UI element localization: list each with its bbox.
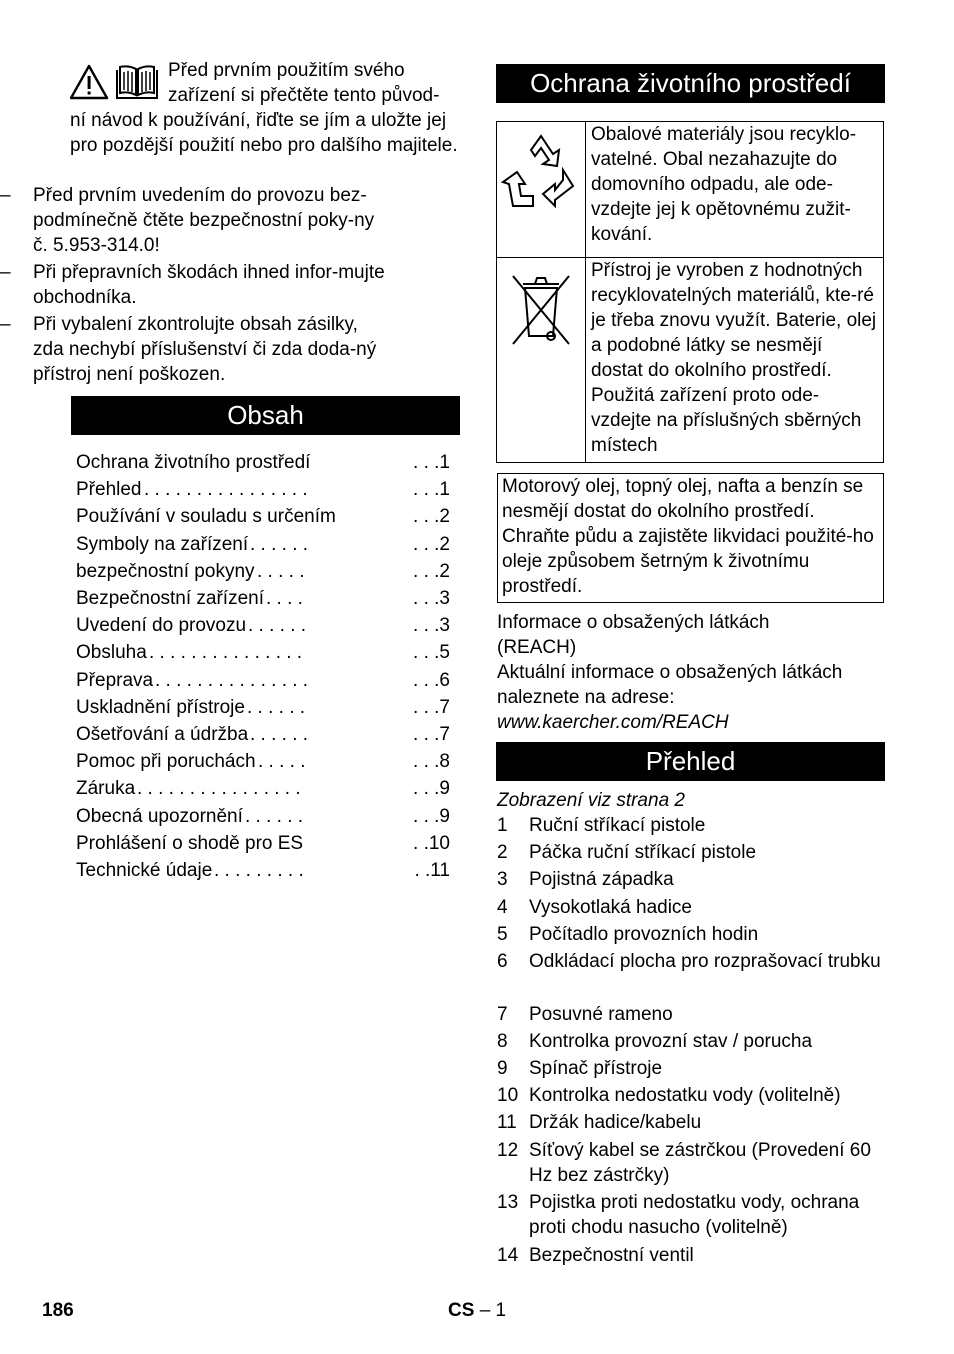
language-code: CS [448, 1300, 475, 1321]
footer-dash: – [479, 1300, 491, 1321]
bullet-text: Při vybalení zkontrolujte obsah zásilky, zda nechybí příslušenství či zda doda-ný přístroj není poškozen. [33, 314, 377, 385]
item-number: 9 [497, 1057, 508, 1079]
page-number: 186 [42, 1300, 74, 1321]
toc-title: bezpečnostní pokyny [76, 560, 255, 582]
toc-leader: . . . . [266, 588, 303, 609]
toc-title: Bezpečnostní zařízení [76, 588, 264, 609]
item-text: Posuvné rameno [529, 1003, 673, 1025]
section-page: 1 [495, 1300, 507, 1321]
item-text: Pojistná západka [529, 869, 674, 891]
toc-row[interactable] [76, 477, 454, 504]
toc-title: Používání v souladu s určením [76, 506, 336, 528]
reach-line: (REACH) [497, 637, 577, 658]
item-number: 11 [497, 1112, 517, 1134]
item-number: 1 [497, 815, 508, 836]
recycle-text: Obalové materiály jsou recyklo-vatelné. Obal nezahazujte do domovního odpadu, ale ode-vzdejte jej k opětovnému zužit-kování. [586, 122, 884, 258]
item-number: 7 [497, 1003, 508, 1025]
toc-title: Ošetřování a údržba [76, 724, 249, 745]
toc-title: Symboly na zařízení [76, 533, 249, 555]
toc-page: . . .3 [413, 588, 450, 609]
toc-title: Záruka [76, 778, 136, 800]
toc-leader: . . . . . . [245, 805, 304, 827]
item-number: 5 [497, 923, 508, 945]
reach-line: Aktuální informace o obsažených látkách [497, 662, 843, 683]
item-text: Spínač přístroje [529, 1057, 663, 1079]
bullet-dash: – [0, 314, 11, 335]
item-number: 4 [497, 896, 508, 918]
bullet-text: Při přepravních škodách ihned infor-mujte obchodníka. [33, 262, 385, 308]
toc-row[interactable] [76, 668, 454, 695]
toc-page: . . .7 [413, 724, 450, 745]
toc-leader: . . . . . . . . . . . . . . . . [137, 778, 301, 800]
toc-leader: . . . . . . [250, 533, 309, 555]
toc-row[interactable] [76, 532, 454, 559]
toc-page: . . .9 [413, 805, 450, 827]
toc-row[interactable] [76, 450, 454, 477]
toc-page: . . .3 [413, 615, 450, 637]
toc-row[interactable] [76, 695, 454, 722]
toc-leader: . . . . . . . . . [214, 860, 304, 881]
toc-row[interactable] [76, 613, 454, 640]
overview-subtitle: Zobrazení viz strana 2 [497, 790, 685, 811]
toc-leader: . . . . . . [250, 724, 309, 745]
manual-book-icon [117, 66, 157, 98]
intro-line-2: zařízení si přečtěte tento původ- [168, 85, 440, 106]
item-number: 14 [497, 1244, 519, 1266]
toc-title: Ochrana životního prostředí [76, 452, 311, 473]
toc-leader: . . . . . . . . . . . . . . . . [144, 479, 308, 501]
item-text: Vysokotlaká hadice [529, 896, 693, 918]
bullet-text: Před prvním uvedením do provozu bez-podmínečně čtěte bezpečnostní poky-ny č. 5.953-314.0! [33, 185, 375, 256]
environment-table [496, 121, 884, 463]
toc-title: Uvedení do provozu [76, 615, 247, 637]
toc-leader: . . . . . . [248, 615, 307, 637]
recycle-icon [497, 122, 585, 250]
toc-page: . . .2 [413, 506, 450, 528]
intro-line-1: Před prvním použitím svého [168, 60, 405, 81]
item-number: 13 [497, 1192, 519, 1213]
toc-page: . . .2 [413, 560, 450, 582]
toc-row[interactable] [76, 586, 454, 613]
item-text: Pojistka proti nedostatku vody, ochrana proti chodu nasucho (volitelně) [529, 1192, 860, 1238]
item-text: Síťový kabel se zástrčkou (Provedení 60 Hz bez zástrčky) [529, 1139, 871, 1186]
toc-title: Obecná upozornění [76, 805, 243, 827]
oil-notice: Motorový olej, topný olej, nafta a benzín se nesmějí dostat do okolního prostředí. Chraňte půdu a zajistěte likvidaci použité-ho oleje způsobem šetrným k životnímu prostředí. [497, 473, 884, 603]
bullet-dash: – [0, 185, 11, 206]
toc-page: . . .9 [413, 778, 450, 800]
contents-heading: Obsah [71, 396, 460, 435]
footer-language [448, 1298, 506, 1323]
item-text: Držák hadice/kabelu [529, 1112, 702, 1134]
toc-leader: . . . . . . [247, 696, 306, 718]
toc-row[interactable] [76, 804, 454, 831]
toc-title: Pomoc při poruchách [76, 751, 256, 773]
item-text: Počítadlo provozních hodin [529, 923, 759, 945]
overview-heading: Přehled [496, 742, 885, 781]
toc-row[interactable] [76, 559, 454, 586]
reach-line: Informace o obsažených látkách [497, 612, 770, 633]
intro-text: ní návod k používání, řiďte se jím a uložte jej pro pozdější použití nebo pro dalšího majitele. [70, 110, 458, 156]
reach-info [497, 610, 887, 735]
toc-title: Obsluha [76, 642, 147, 664]
item-number: 10 [497, 1085, 519, 1107]
toc-row[interactable] [76, 722, 454, 749]
item-number: 3 [497, 869, 508, 891]
recycle-icon-cell [497, 122, 586, 258]
toc-leader: . . . . . [257, 560, 305, 582]
toc-row[interactable] [76, 504, 454, 531]
toc-title: Přehled [76, 479, 142, 501]
item-number: 8 [497, 1030, 508, 1052]
toc-page: . .11 [414, 860, 450, 881]
toc-page: . . .1 [413, 452, 450, 473]
toc-page: . . .5 [413, 642, 450, 664]
toc-row[interactable] [76, 858, 454, 885]
toc-page: . . .8 [413, 751, 450, 773]
item-text: Kontrolka nedostatku vody (volitelně) [529, 1085, 841, 1107]
toc-page: . . .6 [413, 669, 450, 691]
item-text: Bezpečnostní ventil [529, 1244, 694, 1266]
intro-icons [70, 64, 160, 107]
item-text: Páčka ruční stříkací pistole [529, 842, 757, 864]
toc-page: . . .7 [413, 696, 450, 718]
toc-row[interactable] [76, 776, 454, 803]
warning-triangle-icon [71, 66, 107, 98]
toc-row[interactable] [76, 640, 454, 667]
bin-icon-cell [497, 258, 586, 463]
environment-heading: Ochrana životního prostředí [496, 64, 885, 103]
toc-leader: . . . . . . . . . . . . . . . [149, 642, 303, 664]
toc-leader: . . . . . [258, 751, 306, 773]
toc-row[interactable] [76, 749, 454, 776]
item-number: 6 [497, 951, 508, 972]
toc-row[interactable] [76, 831, 454, 858]
toc-page: . . .1 [413, 479, 450, 501]
toc-page: . . .2 [413, 533, 450, 555]
toc-title: Přeprava [76, 669, 154, 691]
toc-leader: . . . . . . . . . . . . . . . [155, 669, 309, 691]
reach-line: naleznete na adrese: [497, 687, 675, 708]
item-text: Odkládací plocha pro rozprašovací trubku [529, 951, 881, 972]
item-text: Ruční stříkací pistole [529, 815, 706, 836]
item-number: 12 [497, 1139, 519, 1161]
toc-title: Prohlášení o shodě pro ES [76, 832, 304, 854]
toc-title: Technické údaje [76, 860, 213, 881]
reach-url[interactable]: www.kaercher.com/REACH [497, 712, 729, 733]
crossed-out-bin-icon [497, 258, 585, 358]
toc-page: . .10 [413, 832, 450, 854]
disposal-text: Přístroj je vyroben z hodnotných recyklovatelných materiálů, kte-ré je třeba znovu využít. Baterie, olej a podobné látky se nesmějí dostat do okolního prostředí. Použitá zařízení proto ode-vzdejte na příslušných sběrných místech [586, 258, 884, 463]
toc-title: Uskladnění přístroje [76, 696, 245, 718]
item-number: 2 [497, 842, 508, 864]
bullet-dash: – [0, 262, 11, 283]
item-text: Kontrolka provozní stav / porucha [529, 1030, 813, 1052]
